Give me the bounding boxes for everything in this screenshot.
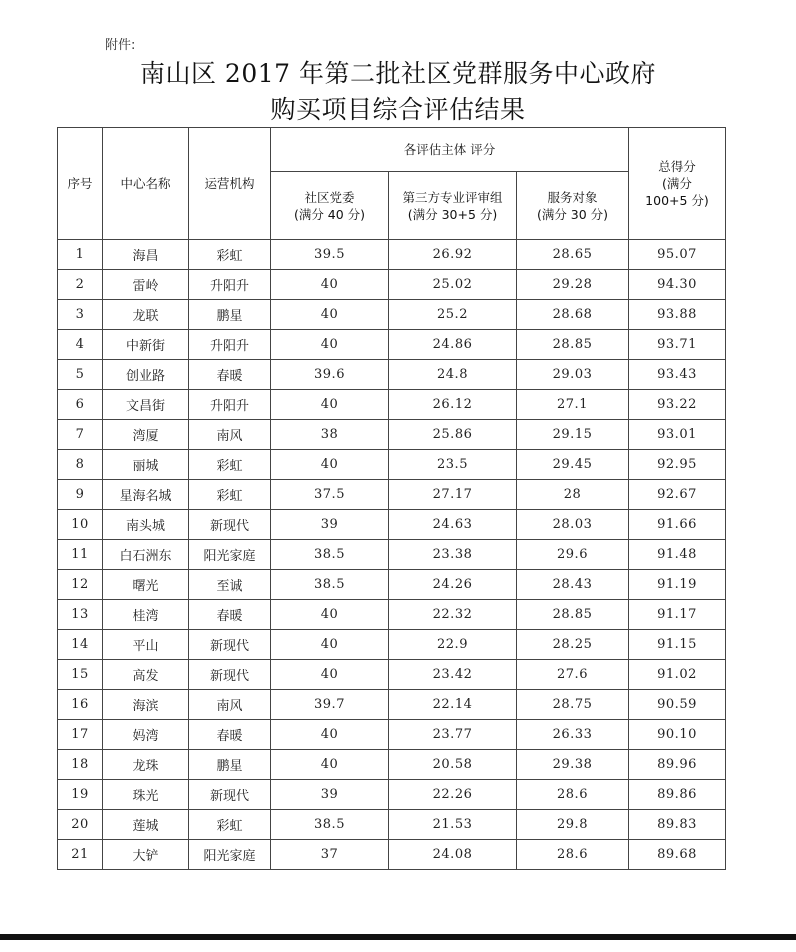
table-row — [58, 510, 726, 540]
cell-party-score: 40 — [271, 270, 389, 300]
cell-total-score: 91.02 — [629, 660, 726, 690]
cell-third-party-score: 22.9 — [389, 630, 517, 660]
cell-service-score: 28.03 — [517, 510, 629, 540]
cell-center-name: 雷岭 — [103, 270, 189, 300]
cell-total-score: 91.17 — [629, 600, 726, 630]
header-total-line1: 总得分 — [658, 159, 696, 174]
cell-service-score: 27.6 — [517, 660, 629, 690]
cell-third-party-score: 23.38 — [389, 540, 517, 570]
cell-service-score: 28.65 — [517, 240, 629, 270]
cell-third-party-score: 23.42 — [389, 660, 517, 690]
cell-service-score: 26.33 — [517, 720, 629, 750]
cell-third-party-score: 22.32 — [389, 600, 517, 630]
header-total-line2: (满分 — [662, 176, 692, 191]
cell-index: 15 — [58, 660, 103, 690]
cell-party-score: 40 — [271, 330, 389, 360]
document-title-line2: 购买项目综合评估结果 — [270, 95, 526, 124]
table-row — [58, 270, 726, 300]
cell-index: 8 — [58, 450, 103, 480]
cell-operator: 春暖 — [189, 600, 271, 630]
cell-service-score: 29.8 — [517, 810, 629, 840]
cell-party-score: 39 — [271, 780, 389, 810]
cell-third-party-score: 26.92 — [389, 240, 517, 270]
cell-third-party-score: 24.08 — [389, 840, 517, 870]
table-row — [58, 600, 726, 630]
cell-operator: 升阳升 — [189, 330, 271, 360]
cell-party-score: 40 — [271, 630, 389, 660]
table-row — [58, 690, 726, 720]
cell-center-name: 平山 — [103, 630, 189, 660]
cell-operator: 升阳升 — [189, 270, 271, 300]
header-party-line2: (满分 40 分) — [293, 206, 366, 222]
cell-third-party-score: 23.77 — [389, 720, 517, 750]
cell-third-party-score: 24.63 — [389, 510, 517, 540]
header-third-line2: (满分 30+5 分) — [407, 206, 498, 222]
table-row — [58, 450, 726, 480]
cell-total-score: 91.15 — [629, 630, 726, 660]
table-row — [58, 780, 726, 810]
cell-index: 4 — [58, 330, 103, 360]
cell-index: 7 — [58, 420, 103, 450]
cell-center-name: 桂湾 — [103, 600, 189, 630]
cell-index: 1 — [58, 240, 103, 270]
cell-operator: 升阳升 — [189, 390, 271, 420]
cell-party-score: 39.5 — [271, 240, 389, 270]
cell-total-score: 89.86 — [629, 780, 726, 810]
cell-center-name: 海滨 — [103, 690, 189, 720]
cell-service-score: 29.45 — [517, 450, 629, 480]
cell-service-score: 29.03 — [517, 360, 629, 390]
cell-index: 2 — [58, 270, 103, 300]
cell-service-score: 28.6 — [517, 780, 629, 810]
cell-total-score: 89.83 — [629, 810, 726, 840]
table-row — [58, 360, 726, 390]
cell-total-score: 91.48 — [629, 540, 726, 570]
cell-party-score: 40 — [271, 390, 389, 420]
table-row — [58, 720, 726, 750]
cell-service-score: 28.6 — [517, 840, 629, 870]
cell-party-score: 40 — [271, 720, 389, 750]
cell-party-score: 37.5 — [271, 480, 389, 510]
cell-total-score: 92.67 — [629, 480, 726, 510]
cell-total-score: 93.43 — [629, 360, 726, 390]
table-row — [58, 810, 726, 840]
cell-third-party-score: 25.86 — [389, 420, 517, 450]
cell-total-score: 90.59 — [629, 690, 726, 720]
cell-operator: 南风 — [189, 420, 271, 450]
cell-third-party-score: 27.17 — [389, 480, 517, 510]
cell-service-score: 28.68 — [517, 300, 629, 330]
cell-index: 16 — [58, 690, 103, 720]
cell-party-score: 38.5 — [271, 570, 389, 600]
cell-third-party-score: 24.26 — [389, 570, 517, 600]
cell-service-score: 27.1 — [517, 390, 629, 420]
cell-third-party-score: 25.2 — [389, 300, 517, 330]
cell-party-score: 40 — [271, 600, 389, 630]
cell-third-party-score: 22.14 — [389, 690, 517, 720]
header-center-name: 中心名称 — [103, 128, 189, 240]
cell-operator: 彩虹 — [189, 450, 271, 480]
cell-center-name: 海昌 — [103, 240, 189, 270]
cell-index: 13 — [58, 600, 103, 630]
cell-total-score: 89.96 — [629, 750, 726, 780]
results-table — [57, 127, 726, 870]
cell-service-score: 29.28 — [517, 270, 629, 300]
table-row — [58, 420, 726, 450]
table-row — [58, 480, 726, 510]
table-row — [58, 750, 726, 780]
document-title-line1: 南山区 2017 年第二批社区党群服务中心政府 — [139, 59, 657, 88]
cell-party-score: 38 — [271, 420, 389, 450]
header-service-line1: 服务对象 — [547, 189, 598, 205]
header-third-line1: 第三方专业评审组 — [402, 189, 503, 205]
table-body — [58, 240, 726, 870]
cell-operator: 鹏星 — [189, 300, 271, 330]
cell-operator: 彩虹 — [189, 240, 271, 270]
cell-third-party-score: 25.02 — [389, 270, 517, 300]
cell-third-party-score: 23.5 — [389, 450, 517, 480]
cell-party-score: 39.6 — [271, 360, 389, 390]
cell-center-name: 莲城 — [103, 810, 189, 840]
cell-operator: 春暖 — [189, 360, 271, 390]
cell-index: 5 — [58, 360, 103, 390]
cell-center-name: 龙珠 — [103, 750, 189, 780]
cell-center-name: 曙光 — [103, 570, 189, 600]
cell-total-score: 94.30 — [629, 270, 726, 300]
cell-total-score: 89.68 — [629, 840, 726, 870]
cell-party-score: 40 — [271, 450, 389, 480]
cell-total-score: 91.19 — [629, 570, 726, 600]
cell-service-score: 28.85 — [517, 330, 629, 360]
cell-operator: 新现代 — [189, 660, 271, 690]
cell-index: 17 — [58, 720, 103, 750]
cell-index: 12 — [58, 570, 103, 600]
cell-index: 19 — [58, 780, 103, 810]
header-index: 序号 — [58, 128, 103, 240]
cell-total-score: 95.07 — [629, 240, 726, 270]
cell-center-name: 星海名城 — [103, 480, 189, 510]
cell-operator: 新现代 — [189, 630, 271, 660]
cell-center-name: 丽城 — [103, 450, 189, 480]
cell-third-party-score: 26.12 — [389, 390, 517, 420]
cell-operator: 阳光家庭 — [189, 540, 271, 570]
cell-center-name: 中新街 — [103, 330, 189, 360]
table-row — [58, 660, 726, 690]
cell-third-party-score: 21.53 — [389, 810, 517, 840]
cell-party-score: 40 — [271, 300, 389, 330]
cell-third-party-score: 24.86 — [389, 330, 517, 360]
cell-center-name: 妈湾 — [103, 720, 189, 750]
cell-party-score: 40 — [271, 750, 389, 780]
cell-total-score: 93.88 — [629, 300, 726, 330]
cell-operator: 春暖 — [189, 720, 271, 750]
table-header — [58, 128, 726, 240]
cell-operator: 阳光家庭 — [189, 840, 271, 870]
cell-operator: 彩虹 — [189, 810, 271, 840]
table-row — [58, 390, 726, 420]
cell-index: 6 — [58, 390, 103, 420]
cell-index: 9 — [58, 480, 103, 510]
cell-center-name: 文昌街 — [103, 390, 189, 420]
cell-service-score: 29.15 — [517, 420, 629, 450]
cell-center-name: 湾厦 — [103, 420, 189, 450]
cell-center-name: 珠光 — [103, 780, 189, 810]
table-row — [58, 540, 726, 570]
cell-party-score: 40 — [271, 660, 389, 690]
header-service-recipients — [517, 172, 629, 240]
cell-service-score: 28.75 — [517, 690, 629, 720]
cell-operator: 新现代 — [189, 780, 271, 810]
cell-party-score: 38.5 — [271, 540, 389, 570]
cell-third-party-score: 22.26 — [389, 780, 517, 810]
cell-operator: 彩虹 — [189, 480, 271, 510]
cell-center-name: 大铲 — [103, 840, 189, 870]
header-evaluator-group: 各评估主体 评分 — [271, 128, 629, 172]
cell-third-party-score: 24.8 — [389, 360, 517, 390]
header-party-committee — [271, 172, 389, 240]
cell-index: 21 — [58, 840, 103, 870]
cell-party-score: 38.5 — [271, 810, 389, 840]
attachment-label: 附件: — [105, 38, 136, 53]
cell-index: 14 — [58, 630, 103, 660]
cell-total-score: 92.95 — [629, 450, 726, 480]
cell-service-score: 29.38 — [517, 750, 629, 780]
table-row — [58, 630, 726, 660]
header-total-line3: 100+5 分) — [645, 193, 709, 208]
cell-party-score: 39 — [271, 510, 389, 540]
cell-total-score: 93.71 — [629, 330, 726, 360]
cell-total-score: 93.22 — [629, 390, 726, 420]
table-row — [58, 240, 726, 270]
cell-third-party-score: 20.58 — [389, 750, 517, 780]
cell-index: 3 — [58, 300, 103, 330]
cell-operator: 鹏星 — [189, 750, 271, 780]
header-third-party — [389, 172, 517, 240]
header-party-line1: 社区党委 — [304, 189, 355, 205]
cell-total-score: 90.10 — [629, 720, 726, 750]
cell-party-score: 39.7 — [271, 690, 389, 720]
table-row — [58, 570, 726, 600]
cell-total-score: 93.01 — [629, 420, 726, 450]
cell-service-score: 28.43 — [517, 570, 629, 600]
cell-center-name: 创业路 — [103, 360, 189, 390]
cell-operator: 至诚 — [189, 570, 271, 600]
header-service-line2: (满分 30 分) — [536, 206, 609, 222]
scan-bottom-edge — [0, 934, 796, 940]
cell-service-score: 28 — [517, 480, 629, 510]
cell-party-score: 37 — [271, 840, 389, 870]
cell-center-name: 南头城 — [103, 510, 189, 540]
cell-service-score: 29.6 — [517, 540, 629, 570]
table-row — [58, 300, 726, 330]
table-row — [58, 330, 726, 360]
header-operator: 运营机构 — [189, 128, 271, 240]
header-total-score — [629, 128, 726, 240]
cell-total-score: 91.66 — [629, 510, 726, 540]
cell-service-score: 28.85 — [517, 600, 629, 630]
cell-index: 11 — [58, 540, 103, 570]
cell-index: 10 — [58, 510, 103, 540]
cell-operator: 南风 — [189, 690, 271, 720]
cell-center-name: 高发 — [103, 660, 189, 690]
cell-operator: 新现代 — [189, 510, 271, 540]
cell-index: 20 — [58, 810, 103, 840]
cell-center-name: 白石洲东 — [103, 540, 189, 570]
cell-service-score: 28.25 — [517, 630, 629, 660]
table-row — [58, 840, 726, 870]
cell-center-name: 龙联 — [103, 300, 189, 330]
cell-index: 18 — [58, 750, 103, 780]
